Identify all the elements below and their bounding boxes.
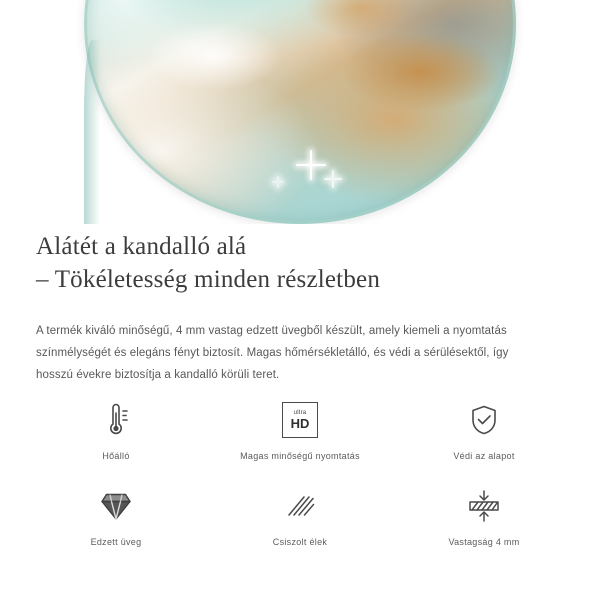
feature-item-surface-protection — [392, 398, 576, 478]
shield-check-icon — [464, 398, 504, 442]
feature-label: Védi az alapot — [453, 451, 515, 461]
headline-line-1: Alátét a kandalló alá — [36, 233, 247, 260]
feature-label: Edzett üveg — [90, 537, 142, 547]
feature-item-tempered-glass — [24, 484, 208, 564]
feature-grid — [24, 398, 576, 564]
product-description: A termék kiváló minőségű, 4 mm vastag edzett üvegből készült, amely kiemeli a nyomtatás színmélységét és elegáns fényt biztosít. Magas hőmérsékletálló, és védi a sérülésektől, így hosszú évekre biztosítja a kandalló körüli teret. — [36, 325, 509, 381]
thickness-arrows-icon — [462, 484, 506, 528]
feature-item-polished-edges — [208, 484, 392, 564]
page-title — [36, 230, 564, 296]
badge-top-text: ultra — [293, 410, 307, 416]
feature-item-thickness — [392, 484, 576, 564]
feature-label: Csiszolt élek — [272, 537, 328, 547]
feature-item-print-quality — [208, 398, 392, 478]
hero-image-area — [0, 0, 600, 224]
feature-label: Hőálló — [102, 451, 130, 461]
polished-edges-icon — [280, 484, 320, 528]
ultra-hd-badge-icon — [282, 398, 318, 442]
feature-item-heat-resistant — [24, 398, 208, 478]
feature-label: Magas minőségű nyomtatás — [240, 451, 360, 461]
thermometer-icon — [96, 398, 136, 442]
round-glass-mat-image — [84, 0, 516, 224]
badge-bottom-text: HD — [290, 416, 310, 431]
headline-line-2: – Tökéletesség minden részletben — [36, 266, 381, 293]
diamond-icon — [95, 484, 137, 528]
feature-label: Vastagság 4 mm — [448, 537, 520, 547]
product-text-block — [36, 230, 564, 386]
